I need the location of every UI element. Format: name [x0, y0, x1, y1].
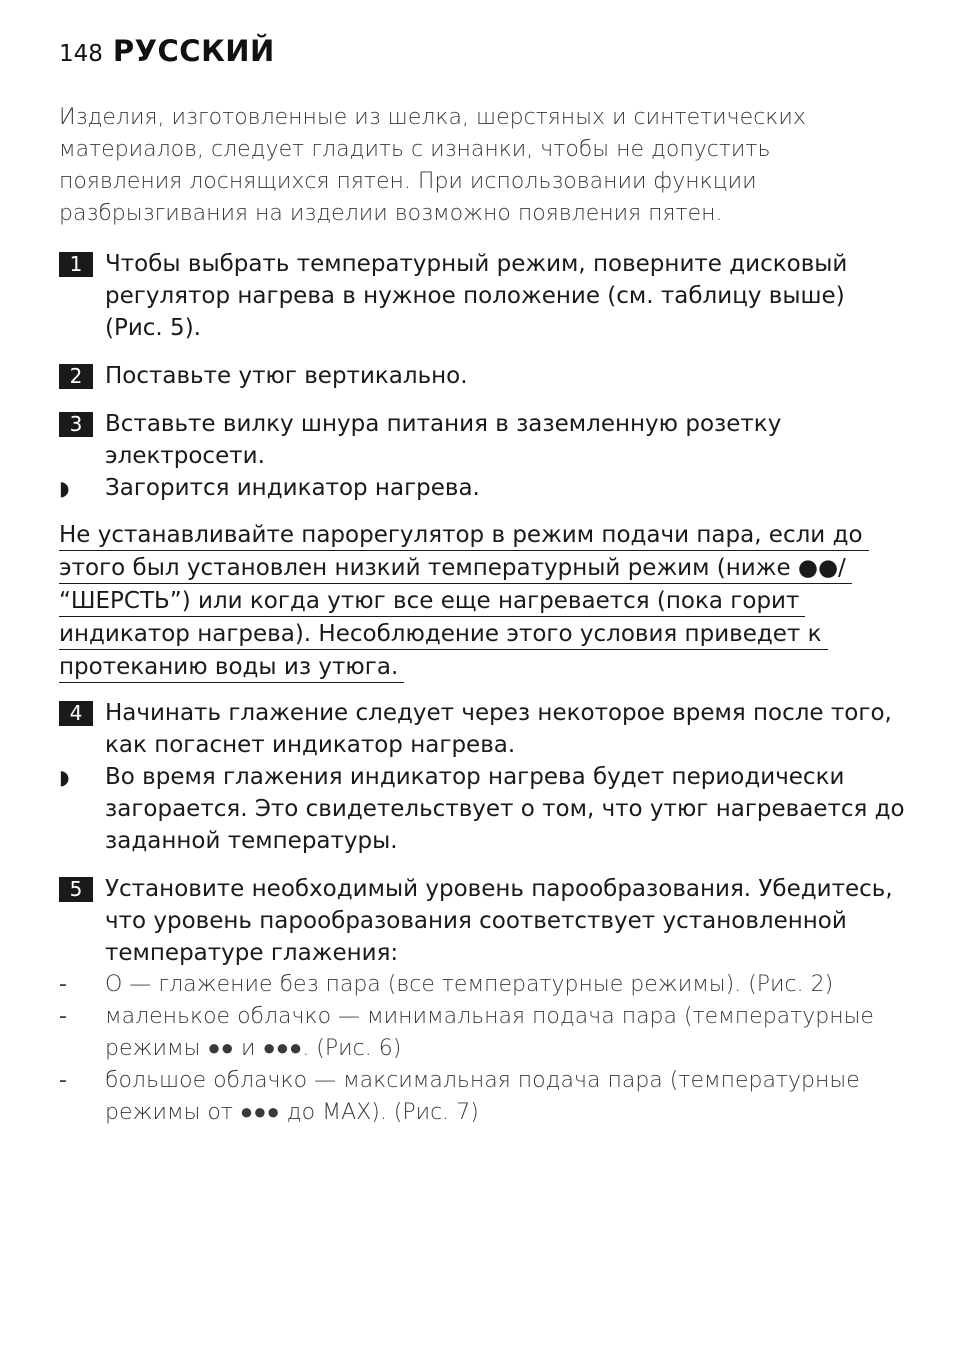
bullet-text: Во время глажения индикатор нагрева будет периодически загорается. Это свидетельствует о том, что утюг нагревается до заданной температуры.: [105, 764, 905, 854]
page-header: [59, 34, 275, 68]
step-number-badge: 1: [59, 252, 93, 277]
step-text: Чтобы выбрать температурный режим, поверните дисковый регулятор нагрева в нужное положение (см. таблицу выше) (Рис. 5).: [105, 251, 848, 341]
warning-line: “ШЕРСТЬ”) или когда утюг все еще нагревается (пока горит: [59, 586, 805, 617]
bullet-arrow-icon: ◗: [59, 476, 70, 500]
dash-marker: -: [59, 1004, 67, 1029]
bullet-text: Загорится индикатор нагрева.: [105, 475, 480, 501]
bullet-arrow-icon: ◗: [59, 765, 70, 789]
step-text: Начинать глажение следует через некоторое время после того, как погаснет индикатор нагрева.: [105, 700, 892, 758]
dash-marker: -: [59, 1068, 67, 1093]
step-text: Установите необходимый уровень парообразования. Убедитесь, что уровень парообразования соответствует установленной температуре глажения:: [105, 876, 893, 966]
steam-option-text: большое облачко — максимальная подача пара (температурные режимы от ●●● до MAX). (Рис. 7): [105, 1068, 860, 1125]
dash-marker: -: [59, 972, 67, 997]
warning-line: Не устанавливайте парорегулятор в режим подачи пара, если до: [59, 520, 869, 551]
step-number-badge: 5: [59, 877, 93, 902]
step-text: Вставьте вилку шнура питания в заземленную розетку электросети.: [105, 411, 782, 469]
intro-paragraph: Изделия, изготовленные из шелка, шерстяных и синтетических материалов, следует гладить с изнанки, чтобы не допустить появления лоснящихся пятен. При использовании функции разбрызгивания на изделии возможно появления пятен.: [59, 105, 806, 226]
step-number-badge: 4: [59, 701, 93, 726]
section-title: РУССКИЙ: [112, 34, 275, 68]
warning-line: этого был установлен низкий температурный режим (ниже ●●/: [59, 553, 852, 584]
warning-block: [59, 520, 869, 685]
steam-option-text: O — глажение без пара (все температурные режимы). (Рис. 2): [105, 972, 834, 997]
warning-line: протеканию воды из утюга.: [59, 652, 404, 683]
step-text: Поставьте утюг вертикально.: [105, 363, 468, 389]
step-number-badge: 2: [59, 364, 93, 389]
warning-line: индикатор нагрева). Несоблюдение этого условия приведет к: [59, 619, 828, 650]
step-number-badge: 3: [59, 412, 93, 437]
steam-option-text: маленькое облачко — минимальная подача пара (температурные режимы ●● и ●●●. (Рис. 6): [105, 1004, 874, 1061]
page-number: 148: [59, 41, 103, 67]
